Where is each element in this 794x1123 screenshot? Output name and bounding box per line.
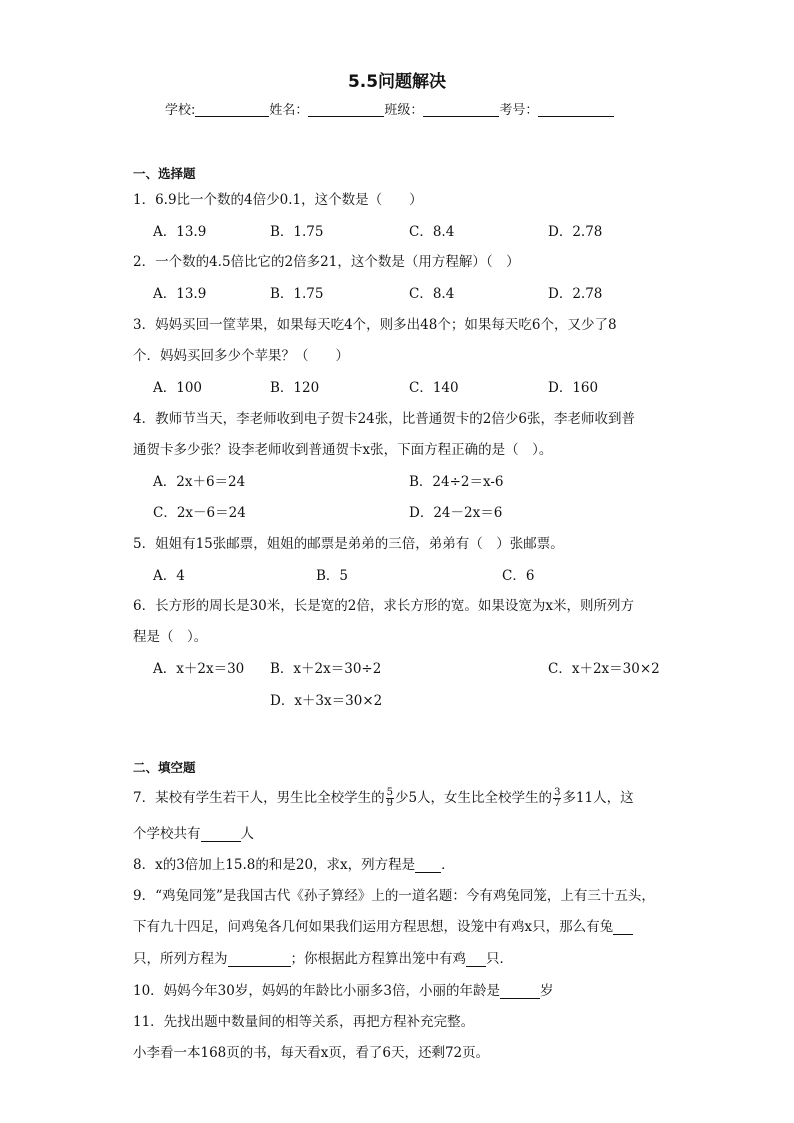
q4-option-a[interactable]: A．2x＋6＝24	[153, 474, 246, 490]
q7-answer-blank[interactable]	[201, 829, 241, 842]
question-6-line-1: 6．长方形的周长是30米，长是宽的2倍，求长方形的宽。如果设宽为x米，则所列方	[133, 598, 634, 614]
q6-option-a[interactable]: A．x＋2x＝30	[153, 661, 245, 677]
fraction-numerator: 3	[554, 787, 561, 798]
q10-answer-blank[interactable]	[500, 986, 540, 999]
q1-option-d[interactable]: D．2.78	[548, 224, 603, 240]
question-10	[133, 985, 553, 999]
q6-option-d[interactable]: D．x＋3x＝30×2	[270, 693, 383, 709]
q9-text-line-3a: 只，所列方程为	[133, 951, 228, 967]
fraction-3-7	[553, 788, 561, 809]
q7-text-line-2b: 人	[240, 826, 254, 842]
fraction-numerator: 5	[386, 787, 393, 798]
question-7-line-2	[133, 828, 254, 842]
q3-option-a[interactable]: A．100	[153, 380, 203, 396]
question-9-line-3	[133, 953, 513, 967]
q5-option-c[interactable]: C．6	[502, 568, 535, 584]
q4-option-c[interactable]: C．2x－6＝24	[153, 505, 246, 521]
question-7-line-1	[133, 784, 634, 812]
exam-no-label: 考号：	[499, 103, 539, 118]
q1-option-a[interactable]: A．13.9	[153, 224, 207, 240]
fraction-5-9	[386, 788, 394, 809]
question-2: 2．一个数的4.5倍比它的2倍多21，这个数是（用方程解）（ ）	[133, 254, 520, 270]
q8-answer-blank[interactable]	[415, 860, 441, 873]
q9-text-line-3c: 只．	[486, 951, 513, 967]
fraction-denominator: 7	[554, 798, 561, 809]
q10-text: 10．妈妈今年30岁，妈妈的年龄比小丽多3倍，小丽的年龄是	[133, 983, 500, 999]
q9-text-line-2: 下有九十四足，问鸡兔各几何如果我们运用方程思想，设笼中有鸡x只，那么有兔	[133, 919, 614, 935]
q6-option-c[interactable]: C．x＋2x＝30×2	[548, 661, 660, 677]
q9-rabbit-blank[interactable]	[613, 922, 633, 935]
q9-equation-blank[interactable]	[228, 954, 291, 967]
question-3-line-1: 3．妈妈买回一筐苹果，如果每天吃4个，则多出48个；如果每天吃6个，又少了8	[133, 317, 617, 333]
q3-option-b[interactable]: B．120	[270, 380, 320, 396]
q1-option-b[interactable]: B．1.75	[270, 224, 324, 240]
page-title: 5.5问题解决	[347, 72, 447, 92]
q6-option-b[interactable]: B．x＋2x＝30÷2	[270, 661, 382, 677]
q5-option-a[interactable]: A．4	[153, 568, 185, 584]
question-11: 11．先找出题中数量间的相等关系，再把方程补充完整。	[133, 1014, 475, 1030]
q7-text-part-1: 7．某校有学生若干人，男生比全校学生的	[133, 790, 385, 806]
q5-option-b[interactable]: B．5	[316, 568, 349, 584]
school-blank[interactable]	[195, 104, 269, 117]
question-4-line-1: 4．教师节当天，李老师收到电子贺卡24张，比普通贺卡的2倍少6张，李老师收到普	[133, 411, 635, 427]
q2-option-a[interactable]: A．13.9	[153, 286, 207, 302]
question-6-line-2: 程是（ ）。	[133, 629, 208, 645]
q8-text: 8．x的3倍加上15.8的和是20，求x，列方程是	[133, 857, 416, 873]
exam-no-blank[interactable]	[538, 104, 614, 117]
q7-text-part-2: 少5人，女生比全校学生的	[394, 790, 553, 806]
q4-option-d[interactable]: D．24－2x＝6	[409, 505, 503, 521]
question-9-line-1: 9．“鸡兔同笼”是我国古代《孙子算经》上的一道名题：今有鸡兔同笼，上有三十五头，	[133, 888, 655, 904]
question-5: 5．姐姐有15张邮票，姐姐的邮票是弟弟的三倍，弟弟有（ ）张邮票。	[133, 536, 564, 552]
question-8	[133, 859, 455, 873]
q8-text-end: ．	[441, 857, 455, 873]
question-3-line-2: 个．妈妈买回多少个苹果？（ ）	[133, 348, 349, 364]
class-label: 班级：	[384, 103, 424, 118]
q3-option-d[interactable]: D．160	[548, 380, 599, 396]
fraction-denominator: 9	[386, 798, 393, 809]
school-label: 学校:	[165, 103, 196, 118]
name-blank[interactable]	[308, 104, 384, 117]
q2-option-b[interactable]: B．1.75	[270, 286, 324, 302]
q2-option-d[interactable]: D．2.78	[548, 286, 603, 302]
q7-text-part-3: 多11人，这	[562, 790, 634, 806]
q3-option-c[interactable]: C．140	[409, 380, 459, 396]
class-blank[interactable]	[423, 104, 499, 117]
section-title-fill: 二、填空题	[133, 760, 196, 775]
q9-text-line-3b: ；你根据此方程算出笼中有鸡	[290, 951, 466, 967]
q4-option-b[interactable]: B．24÷2＝x-6	[409, 474, 504, 490]
q1-option-c[interactable]: C．8.4	[409, 224, 455, 240]
q10-text-end: 岁	[539, 983, 554, 999]
question-4-line-2: 通贺卡多少张？设李老师收到普通贺卡x张，下面方程正确的是（ ）。	[133, 442, 553, 458]
q9-chicken-blank[interactable]	[466, 954, 486, 967]
q2-option-c[interactable]: C．8.4	[409, 286, 455, 302]
student-info-line	[165, 104, 614, 117]
q7-text-line-2a: 个学校共有	[133, 826, 201, 842]
question-1: 1．6.9比一个数的4倍少0.1，这个数是（ ）	[133, 192, 423, 208]
question-11-subtext: 小李看一本168页的书，每天看x页，看了6天，还剩72页。	[133, 1045, 490, 1061]
section-title-choice: 一、选择题	[133, 166, 196, 181]
name-label: 姓名：	[269, 103, 309, 118]
question-9-line-2	[133, 921, 633, 935]
